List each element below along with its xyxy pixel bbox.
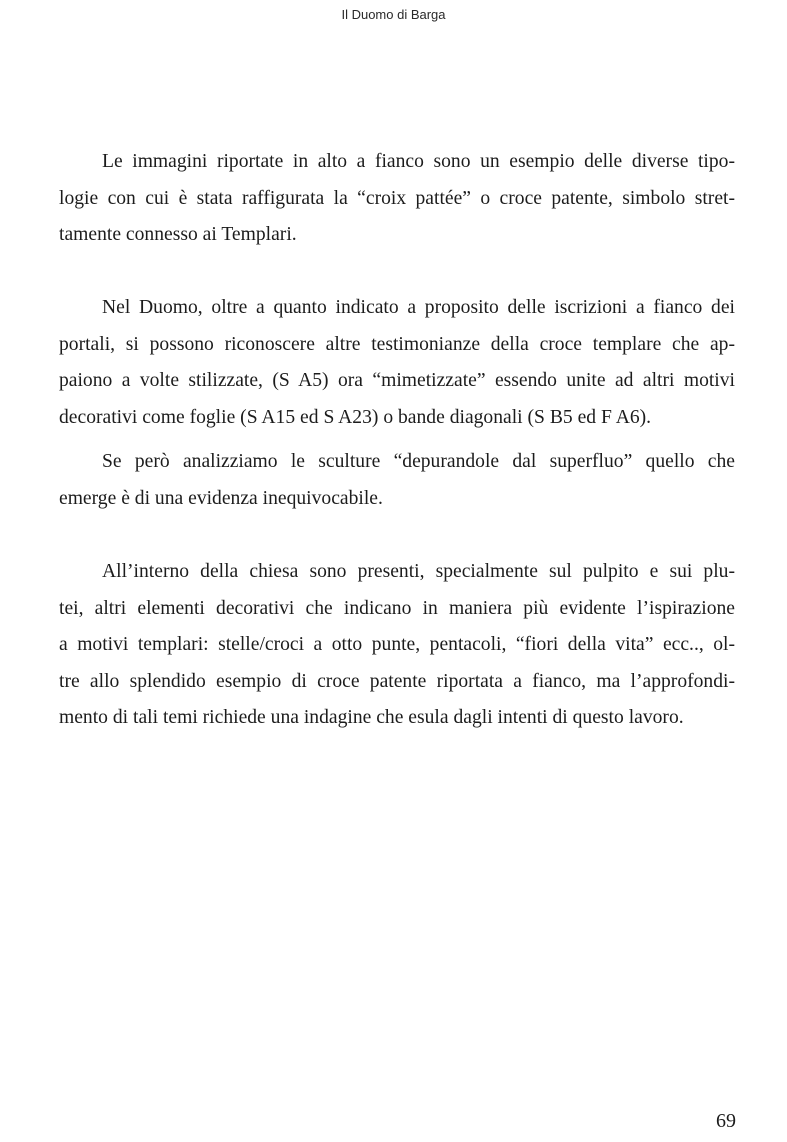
paragraph-templar-cross-types	[59, 144, 735, 254]
text-line: tamente connesso ai Templari.	[59, 224, 297, 245]
paragraph-sculptures	[59, 444, 735, 517]
text-line: decorativi come foglie (S A15 ed S A23) o bande diagonali (S B5 ed F A6).	[59, 406, 652, 428]
paragraph-duomo-testimonies	[59, 290, 735, 436]
page-number: 69	[716, 1110, 736, 1132]
text-line: All’interno della chiesa sono presenti, specialmente sul pulpito e sui plu-	[102, 561, 735, 582]
paragraph-church-interior	[59, 554, 735, 737]
text-line: a motivi templari: stelle/croci a otto punte, pentacoli, “fiori della vita” ecc.., ol-	[59, 634, 735, 655]
text-line: tei, altri elementi decorativi che indicano in maniera più evidente l’ispirazione	[59, 597, 735, 619]
text-line: mento di tali temi richiede una indagine che esula dagli intenti di questo lavoro.	[59, 707, 684, 728]
text-line: paiono a volte stilizzate, (S A5) ora “mimetizzate” essendo unite ad altri motivi	[59, 370, 735, 391]
text-line: logie con cui è stata raffigurata la “croix pattée” o croce patente, simbolo stret-	[59, 187, 735, 209]
text-line: tre allo splendido esempio di croce patente riportata a fianco, ma l’approfondi-	[59, 670, 735, 692]
text-line: portali, si possono riconoscere altre testimonianze della croce templare che ap-	[59, 333, 735, 355]
text-line: Nel Duomo, oltre a quanto indicato a proposito delle iscrizioni a fianco dei	[102, 297, 735, 318]
text-line: Se però analizziamo le sculture “depurandole dal superfluo” quello che	[102, 451, 735, 472]
text-line: emerge è di una evidenza inequivocabile.	[59, 487, 383, 509]
text-line: Le immagini riportate in alto a fianco sono un esempio delle diverse tipo-	[102, 151, 735, 172]
running-head: Il Duomo di Barga	[341, 7, 446, 22]
